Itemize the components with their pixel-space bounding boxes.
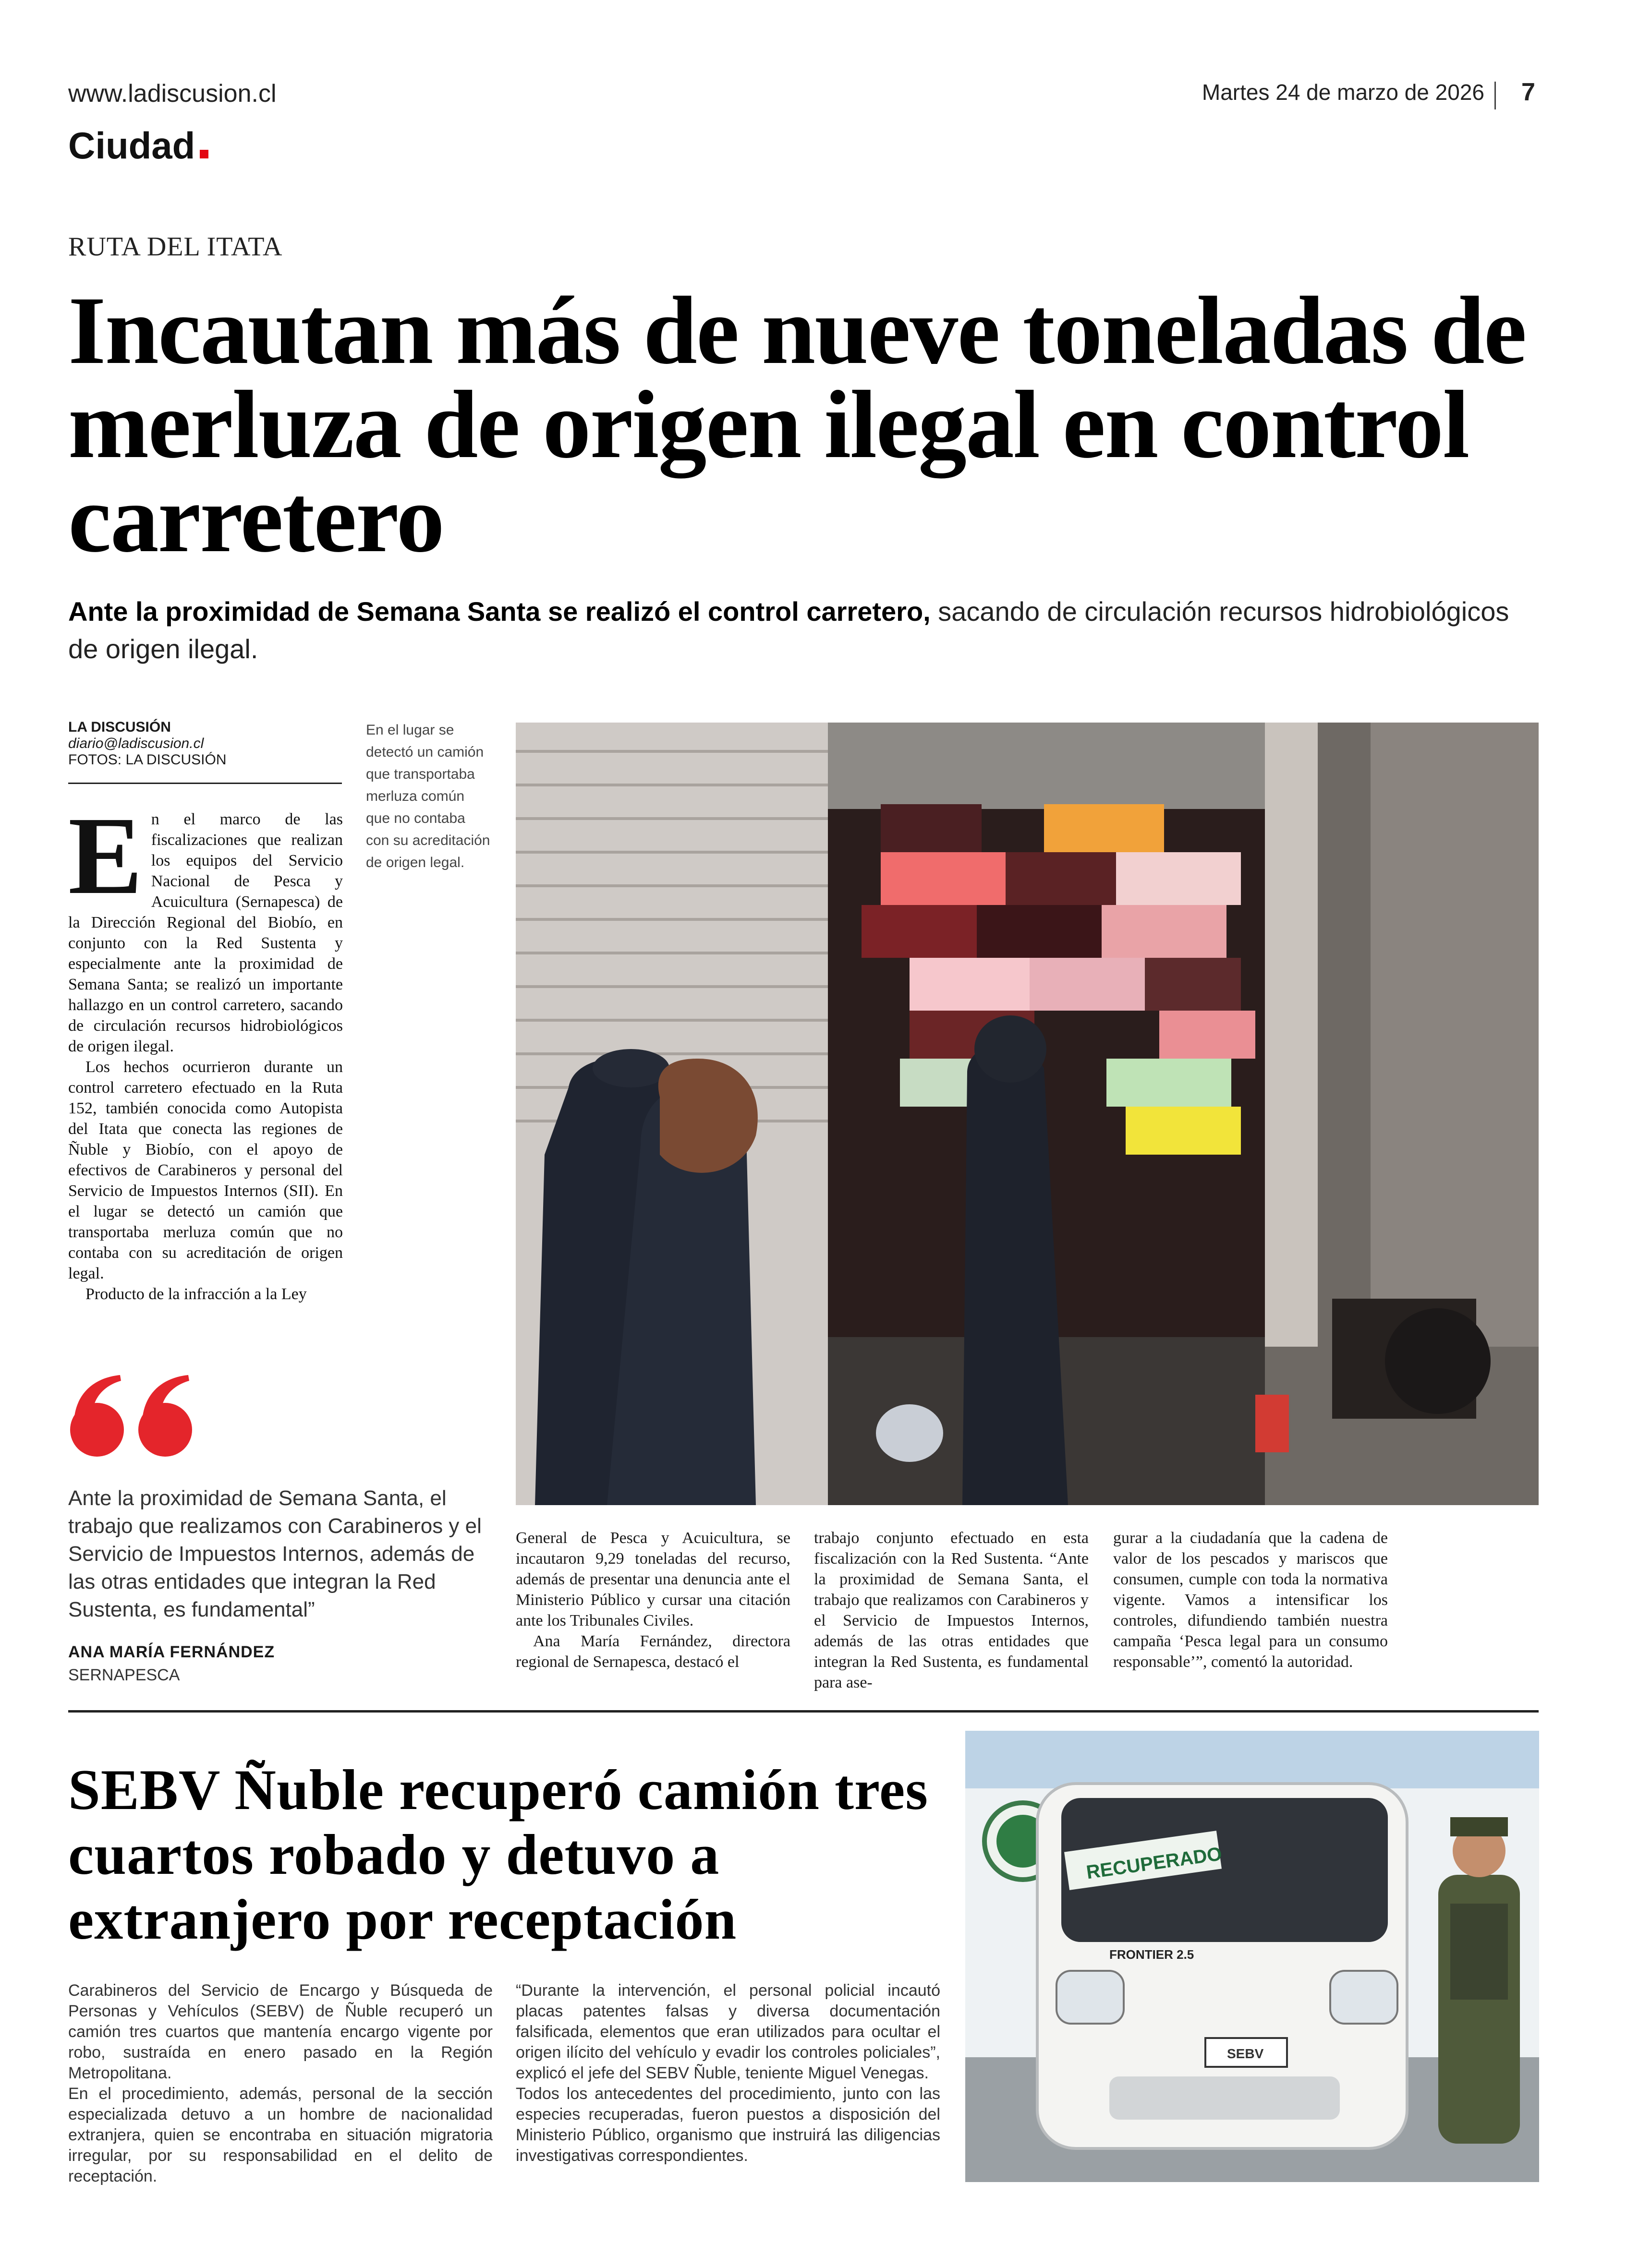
- byline-rule: [68, 783, 342, 784]
- section-label: [68, 124, 208, 168]
- article-column-1: [68, 794, 343, 1304]
- article-column-4: [1113, 1528, 1388, 1672]
- photo-caption: En el lugar se detectó un camión que transportaba merluza común que no contaba con su acreditación de origen legal.: [366, 722, 490, 870]
- article-paragraph: Producto de la infracción a la Ley: [85, 1285, 307, 1303]
- pull-quote-text: Ante la proximidad de Semana Santa, el trabajo que realizamos con Carabineros y el Servicio de Impuestos Internos, además de las otras entidades que integran la Red Sustenta, es fundamental”: [68, 1486, 482, 1621]
- byline-org: LA DISCUSIÓN: [68, 719, 171, 735]
- story-photo-truck: [516, 723, 1539, 1505]
- quote-mark-icon: [67, 1373, 197, 1457]
- truck-inspection-illustration: [516, 723, 1539, 1505]
- section-accent-dot: [200, 150, 208, 158]
- lead-bold: Ante la proximidad de Semana Santa se realizó el control carretero,: [68, 596, 931, 627]
- banner-text: RECUPERADO: [1085, 1843, 1224, 1883]
- article-paragraph: Los hechos ocurrieron durante un control carretero efectuado en la Ruta 152, también conocida como Autopista del Itata que conecta las regiones de Ñuble y Biobío, con el apoyo de efectivos de Carabineros y personal del Servicio de Impuestos Internos (SII). En el lugar se detectó un camión que transportaba merluza común que no contaba con su acreditación de origen legal.: [68, 1058, 343, 1282]
- pull-quote-org: SERNAPESCA: [68, 1666, 180, 1684]
- recovered-van-illustration: [965, 1731, 1539, 2182]
- second-story-headline: SEBV Ñuble recuperó camión tres cuartos robado y detuvo a extranjero por receptación: [68, 1758, 928, 1951]
- article-paragraph: n el marco de las fiscalizaciones que realizan los equipos del Servicio Nacional de Pesca y Acuicultura (Sernapesca) de la Dirección Regional del Biobío, en conjunto con la Red Sustenta y especialmente ante la proximidad de Semana Santa; se realizó un importante hallazgo en un control carretero, sacando de circulación recursos hidrobiológicos de origen ilegal.: [68, 810, 343, 1055]
- article-paragraph: gurar a la ciudadanía que la cadena de valor de los pescados y mariscos que consumen, cumple con toda la normativa vigente. Vamos a intensificar los controles, difundiendo también nuestra campaña ‘Pesca legal para un consumo responsable’”, comentó la autoridad.: [1113, 1529, 1388, 1671]
- article-paragraph: Ana María Fernández, directora regional de Sernapesca, destacó el: [516, 1632, 790, 1671]
- article-paragraph: En el procedimiento, además, personal de la sección especializada detuvo a un hombre de nacionalidad extranjera, quien se encontraba en situación migratoria irregular, por su responsabilidad en el delito de receptación.: [68, 2085, 493, 2185]
- byline-photos: FOTOS: LA DISCUSIÓN: [68, 752, 227, 768]
- second-story-photo-van: [965, 1731, 1539, 2182]
- plate-text: SEBV: [1227, 2046, 1264, 2061]
- van-model-text: FRONTIER 2.5: [1109, 1947, 1194, 1962]
- site-url[interactable]: www.ladiscusion.cl: [68, 80, 277, 108]
- article-paragraph: Carabineros del Servicio de Encargo y Búsqueda de Personas y Vehículos (SEBV) de Ñuble recuperó un camión tres cuartos que mantenía encargo vigente por robo, sustraída en enero pasado en la Región Metropolitana.: [68, 1981, 493, 2082]
- story-headline: Incautan más de nueve toneladas de merluza de origen ilegal en control carretero: [68, 277, 1526, 572]
- article-paragraph: General de Pesca y Acuicultura, se incautaron 9,29 toneladas del recurso, además de presentar una denuncia ante el Ministerio Público y cursar una citación ante los Tribunales Civiles.: [516, 1529, 790, 1629]
- article-column-2: [516, 1528, 790, 1672]
- page-number: 7: [1521, 78, 1535, 106]
- story-divider: [68, 1710, 1539, 1713]
- story-lead: [68, 593, 1538, 668]
- issue-date: Martes 24 de marzo de 2026: [1202, 80, 1484, 105]
- second-story-column-2: [516, 1980, 940, 2166]
- byline-email[interactable]: diario@ladiscusion.cl: [68, 736, 204, 751]
- article-paragraph: Todos los antecedentes del procedimiento, junto con las especies recuperadas, fueron puestos a disposición del Ministerio Público, organismo que instruirá las diligencias investigativas correspondientes.: [516, 2085, 940, 2165]
- story-kicker: RUTA DEL ITATA: [68, 232, 283, 262]
- pull-quote-author: ANA MARÍA FERNÁNDEZ: [68, 1643, 275, 1661]
- drop-cap: E: [68, 794, 143, 917]
- article-column-3: [814, 1528, 1089, 1693]
- article-paragraph: “Durante la intervención, el personal policial incautó placas patentes falsas y diversa documentación falsificada, elementos que eran utilizados para ocultar el origen ilícito del vehículo y evadir los controles policiales”, explicó el jefe del SEBV Ñuble, teniente Miguel Venegas.: [516, 1981, 940, 2082]
- second-story-column-1: [68, 1980, 493, 2187]
- section-name: Ciudad: [68, 124, 195, 167]
- header-divider: [1494, 82, 1496, 109]
- lead-rest: sacando de circulación recursos hidrobiológicos de origen ilegal.: [68, 596, 1509, 664]
- article-paragraph: trabajo conjunto efectuado en esta fiscalización con la Red Sustenta. “Ante la proximidad de Semana Santa, el trabajo que realizamos con Carabineros y el Servicio de Impuestos Internos, además de las otras entidades que integran la Red Sustenta, es fundamental para ase-: [814, 1529, 1089, 1691]
